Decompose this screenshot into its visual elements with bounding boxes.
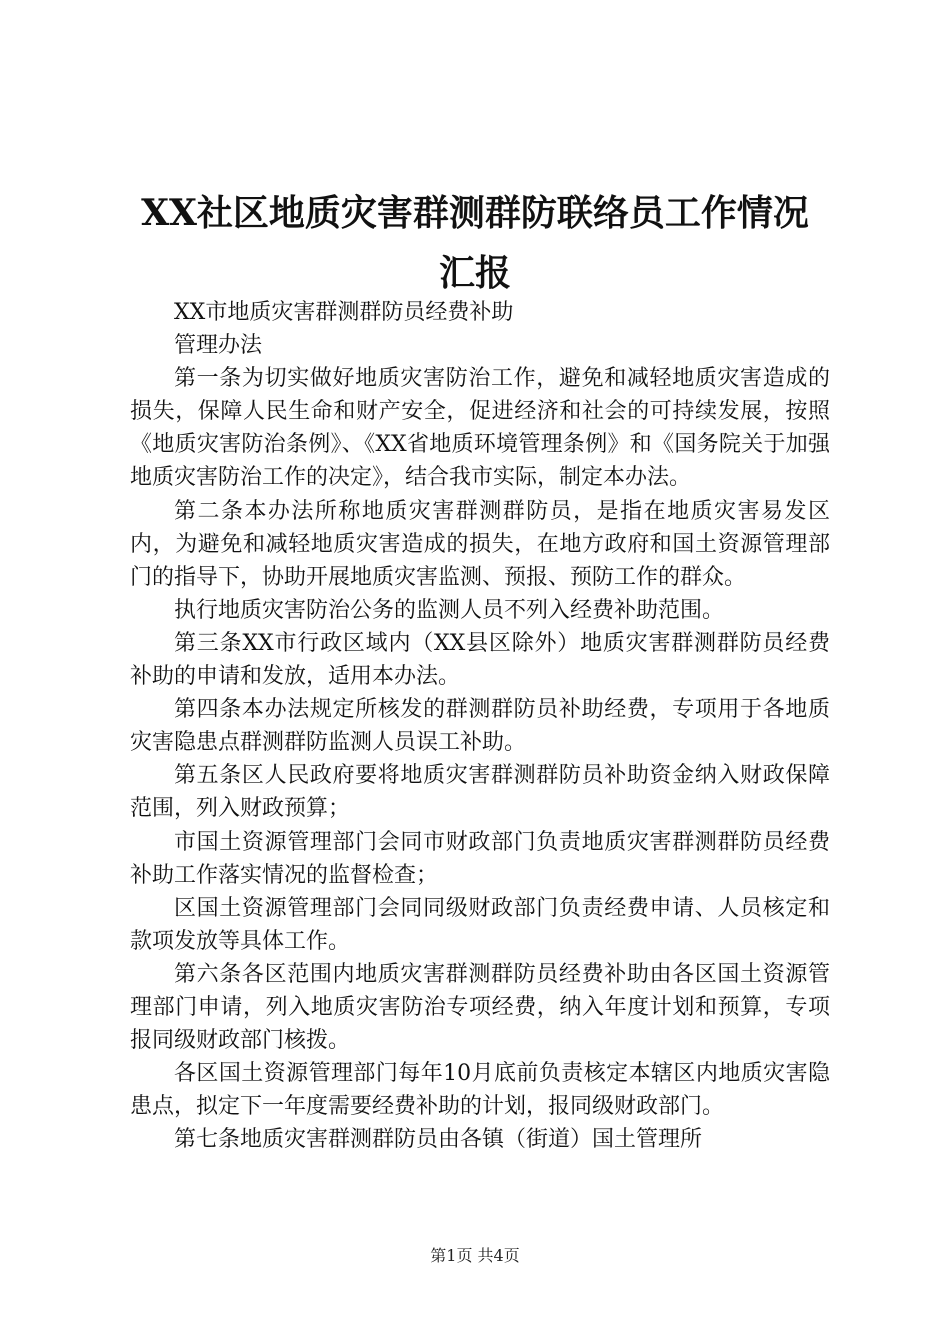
paragraph-article-2: 第二条本办法所称地质灾害群测群防员，是指在地质灾害易发区内，为避免和减轻地质灾害造成的损失，在地方政府和国土资源管理部门的指导下，协助开展地质灾害监测、预报、预防工作的群众。 xyxy=(130,498,830,590)
page-footer: 第1页 共4页 xyxy=(430,1246,520,1265)
paragraph-article-4: 第四条本办法规定所核发的群测群防员补助经费，专项用于各地质灾害隐患点群测群防监测人员误工补助。 xyxy=(130,697,830,756)
paragraph-article-7: 第七条地质灾害群测群防员由各镇（街道）国土管理所 xyxy=(174,1127,703,1153)
document-body xyxy=(130,296,830,1156)
paragraph-exclusion: 执行地质灾害防治公务的监测人员不列入经费补助范围。 xyxy=(174,597,725,623)
paragraph-district-work: 区国土资源管理部门会同同级财政部门负责经费申请、人员核定和款项发放等具体工作。 xyxy=(130,895,830,954)
paragraph-annual-plan: 各区国土资源管理部门每年10月底前负责核定本辖区内地质灾害隐患点，拟定下一年度需要经费补助的计划，报同级财政部门。 xyxy=(130,1061,830,1120)
document-title: XX社区地质灾害群测群防联络员工作情况汇报 xyxy=(141,192,809,294)
subtitle-line-2: 管理办法 xyxy=(174,333,263,359)
paragraph-article-6: 第六条各区范围内地质灾害群测群防员经费补助由各区国土资源管理部门申请，列入地质灾害防治专项经费，纳入年度计划和预算，专项报同级财政部门核拨。 xyxy=(130,961,830,1054)
paragraph-article-3: 第三条XX市行政区域内（XX县区除外）地质灾害群测群防员经费补助的申请和发放，适用本办法。 xyxy=(130,630,830,690)
paragraph-city-supervision: 市国土资源管理部门会同市财政部门负责地质灾害群测群防员经费补助工作落实情况的监督检查； xyxy=(130,829,830,888)
paragraph-article-5: 第五条区人民政府要将地质灾害群测群防员补助资金纳入财政保障范围，列入财政预算； xyxy=(130,763,830,822)
subtitle-line-1: XX市地质灾害群测群防员经费补助 xyxy=(174,300,514,325)
paragraph-article-1: 第一条为切实做好地质灾害防治工作，避免和减轻地质灾害造成的损失，保障人民生命和财产安全，促进经济和社会的可持续发展，按照《地质灾害防治条例》、《XX省地质环境管理条例》和《国务院关于加强地质灾害防治工作的决定》，结合我市实际，制定本办法。 xyxy=(130,366,830,491)
